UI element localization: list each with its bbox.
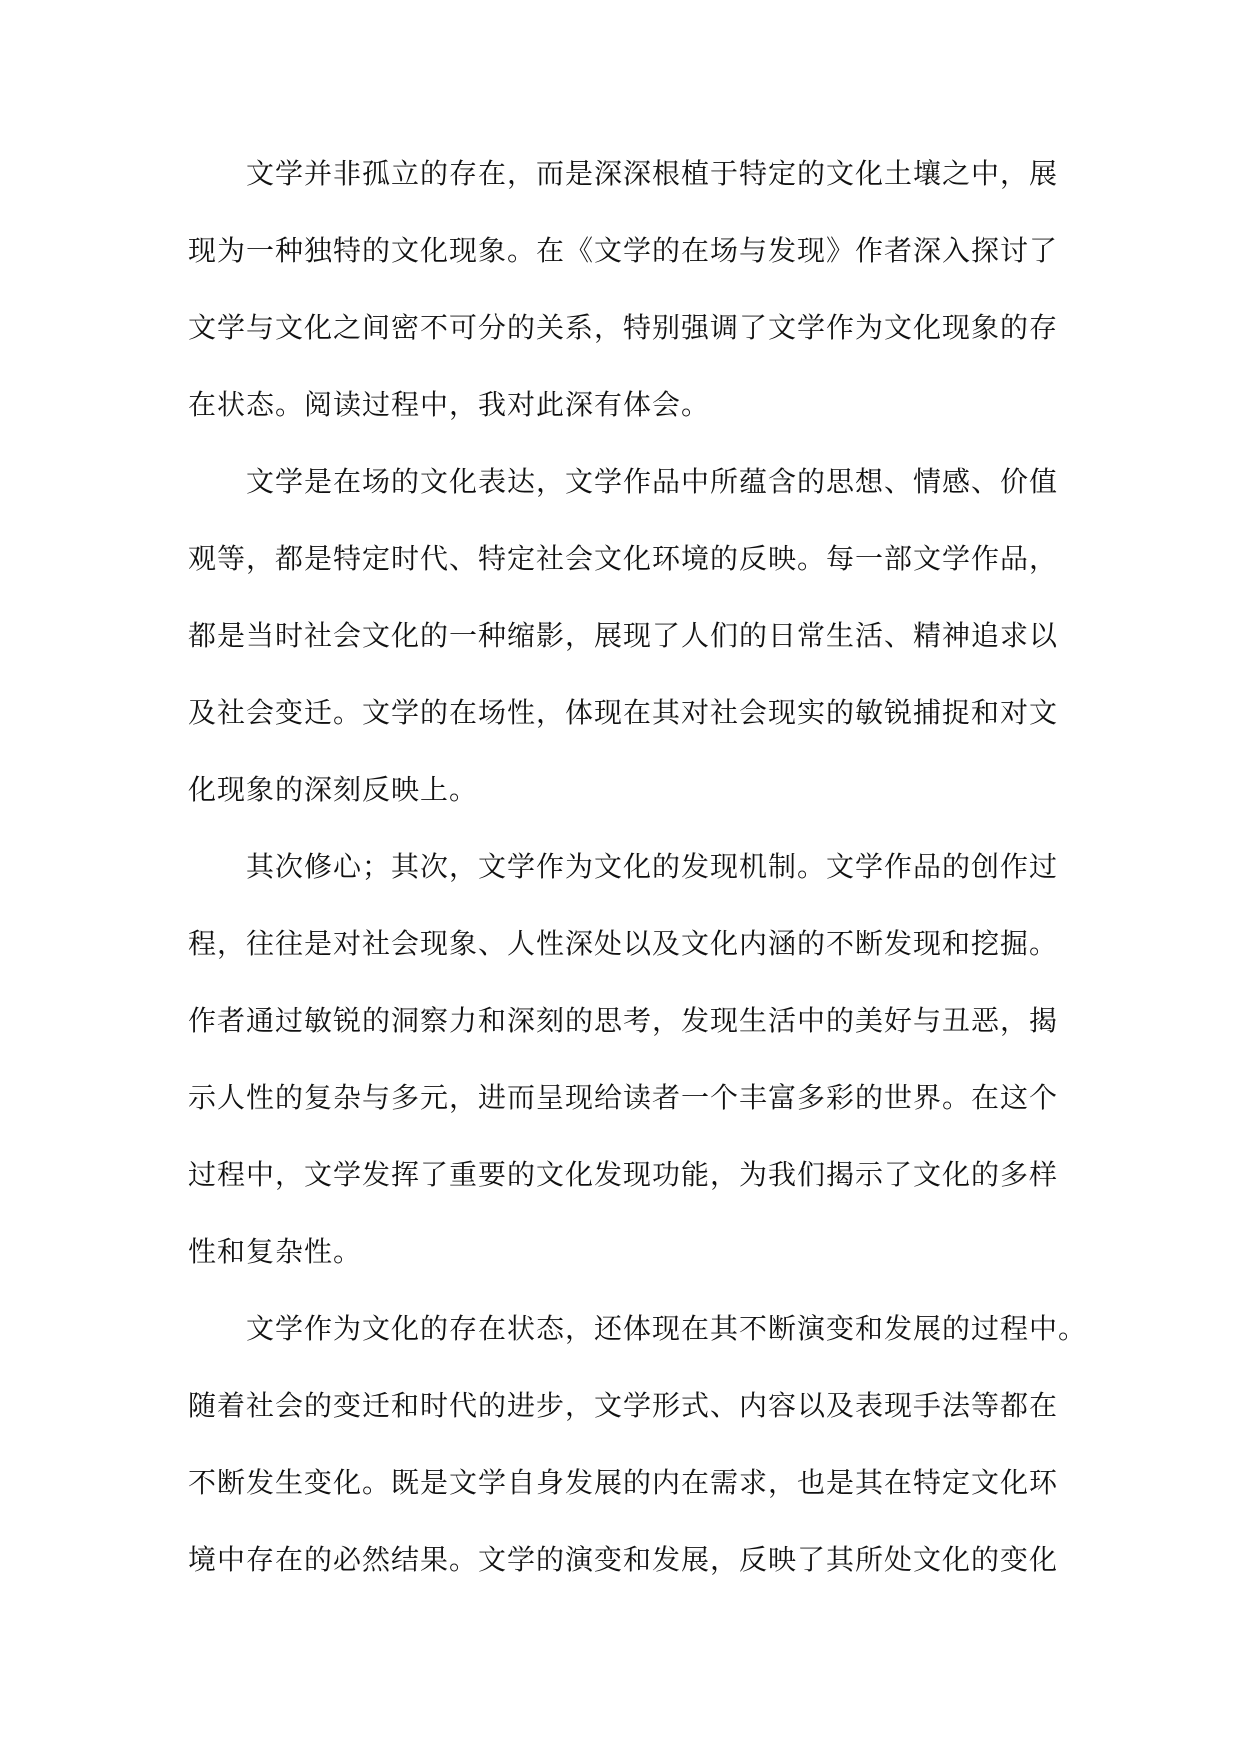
- text-line: 文学与文化之间密不可分的关系，特别强调了文学作为文化现象的存: [188, 311, 1059, 344]
- text-line: 不断发生变化。既是文学自身发展的内在需求，也是其在特定文化环: [188, 1466, 1059, 1499]
- text-line: 性和复杂性。: [188, 1235, 363, 1268]
- text-line: 程，往往是对社会现象、人性深处以及文化内涵的不断发现和挖掘。: [188, 927, 1059, 960]
- text-line: 文学并非孤立的存在，而是深深根植于特定的文化土壤之中，展: [246, 157, 1059, 190]
- document-body: [188, 145, 1088, 1608]
- text-line: 随着社会的变迁和时代的进步，文学形式、内容以及表现手法等都在: [188, 1389, 1059, 1422]
- text-line: 其次修心；其次，文学作为文化的发现机制。文学作品的创作过: [246, 850, 1059, 883]
- text-line: 都是当时社会文化的一种缩影，展现了人们的日常生活、精神追求以: [188, 619, 1059, 652]
- paragraph-4: [188, 1300, 1088, 1608]
- paragraph-3: [188, 838, 1058, 1300]
- text-line: 文学是在场的文化表达，文学作品中所蕴含的思想、情感、价值: [246, 465, 1059, 498]
- text-line: 现为一种独特的文化现象。在《文学的在场与发现》作者深入探讨了: [188, 234, 1059, 267]
- text-line: 过程中，文学发挥了重要的文化发现功能，为我们揭示了文化的多样: [188, 1158, 1059, 1191]
- paragraph-1: [188, 145, 1058, 453]
- paragraph-2: [188, 453, 1058, 838]
- text-line: 示人性的复杂与多元，进而呈现给读者一个丰富多彩的世界。在这个: [188, 1081, 1059, 1114]
- text-line: 及社会变迁。文学的在场性，体现在其对社会现实的敏锐捕捉和对文: [188, 696, 1059, 729]
- text-line: 在状态。阅读过程中，我对此深有体会。: [188, 388, 711, 421]
- text-line: 观等，都是特定时代、特定社会文化环境的反映。每一部文学作品，: [188, 542, 1059, 575]
- text-line: 境中存在的必然结果。文学的演变和发展，反映了其所处文化的变化: [188, 1543, 1059, 1576]
- text-line: 作者通过敏锐的洞察力和深刻的思考，发现生活中的美好与丑恶，揭: [188, 1004, 1059, 1037]
- text-line: 文学作为文化的存在状态，还体现在其不断演变和发展的过程中。: [246, 1312, 1088, 1345]
- text-line: 化现象的深刻反映上。: [188, 773, 479, 806]
